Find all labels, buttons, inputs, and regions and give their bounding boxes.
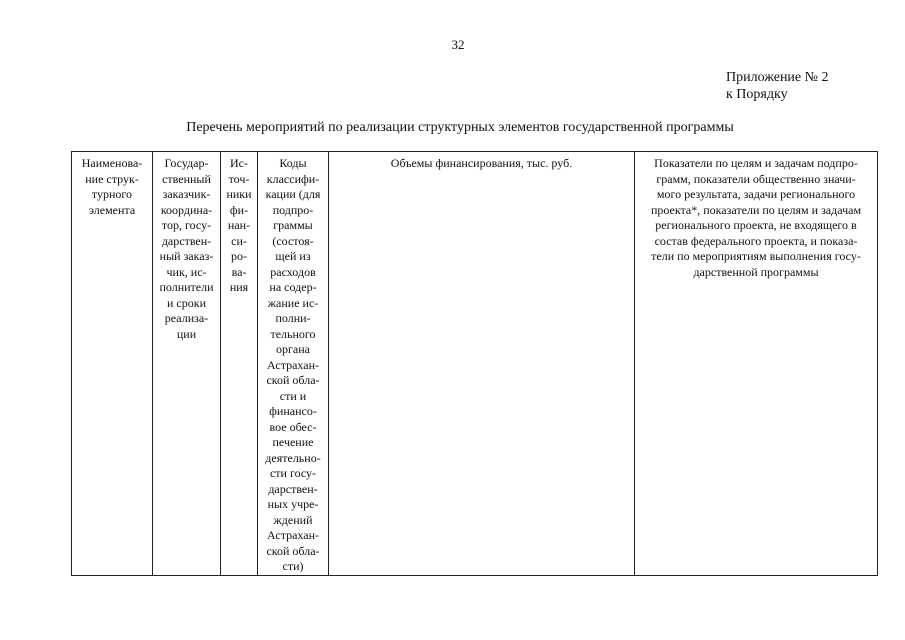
header-text-line: (состоя- bbox=[272, 233, 314, 248]
column-header-classification-codes bbox=[258, 152, 329, 576]
header-text-line: ние струк- bbox=[85, 171, 139, 186]
header-text-line: сти и bbox=[279, 388, 307, 403]
header-text-line: тельного bbox=[270, 326, 316, 341]
table-header-row bbox=[72, 152, 878, 576]
document-title: Перечень мероприятий по реализации структурных элементов государственной программы bbox=[186, 120, 734, 135]
header-text-line: тор, госу- bbox=[161, 218, 212, 232]
header-text-line: чик, ис- bbox=[166, 264, 207, 279]
header-text-line: вое обес- bbox=[269, 419, 317, 434]
header-text-line: заказчик- bbox=[162, 187, 211, 201]
appendix-line-2: к Порядку bbox=[726, 87, 788, 102]
header-text-line: полни- bbox=[275, 311, 311, 325]
header-text-line: на содер- bbox=[269, 280, 317, 294]
header-text-line: сти госу- bbox=[269, 466, 317, 480]
header-text-line: точ- bbox=[228, 171, 250, 186]
column-header-indicators bbox=[635, 152, 878, 576]
header-text-line: ния bbox=[229, 280, 249, 294]
header-text-line: дарственной программы bbox=[693, 264, 819, 279]
header-text-line: Астрахан- bbox=[267, 528, 319, 542]
measures-table bbox=[71, 151, 878, 576]
header-text-line: Ис- bbox=[230, 156, 248, 170]
header-text-line: дарствен- bbox=[161, 233, 212, 248]
column-header-element-name bbox=[72, 152, 153, 576]
header-text-line: регионального проекта, не входящего в bbox=[655, 218, 857, 232]
page-number: 32 bbox=[451, 37, 465, 52]
header-text-line: состав федерального проекта, и показа- bbox=[654, 233, 858, 248]
header-text-line: фи- bbox=[229, 202, 249, 217]
header-text-line: ных учре- bbox=[267, 497, 319, 511]
appendix-heading bbox=[726, 69, 829, 103]
header-text-line: турного bbox=[91, 187, 133, 201]
column-header-funding-sources bbox=[221, 152, 258, 576]
header-text-line: ции bbox=[176, 326, 197, 341]
header-text-line: нан- bbox=[227, 218, 251, 232]
header-text-line: подпро- bbox=[272, 202, 314, 217]
header-text-line: печение bbox=[272, 435, 314, 449]
header-text-line: Коды bbox=[279, 156, 307, 170]
header-text-line: деятельно- bbox=[265, 450, 321, 465]
header-text-line: ва- bbox=[231, 264, 247, 279]
header-text-line: ской обла- bbox=[266, 543, 320, 558]
header-text-line: ро- bbox=[231, 249, 247, 263]
header-text-line: финансо- bbox=[269, 404, 317, 418]
header-text-line: органа bbox=[276, 342, 310, 356]
header-text-line: полнители bbox=[159, 280, 214, 294]
header-text-line: грамм, показатели общественно значи- bbox=[656, 171, 856, 186]
header-text-line: мого результата, задачи регионального bbox=[656, 187, 856, 201]
appendix-line-1: Приложение № 2 bbox=[726, 70, 829, 85]
header-text-line: си- bbox=[231, 233, 247, 248]
header-text-line: ники bbox=[226, 187, 252, 201]
header-text-line: ской обла- bbox=[266, 373, 320, 387]
column-header-customer bbox=[153, 152, 221, 576]
header-text-line: ный заказ- bbox=[159, 249, 214, 263]
header-text-line: Астрахан- bbox=[267, 357, 319, 372]
header-text-line: проекта*, показатели по целям и задачам bbox=[650, 202, 862, 217]
header-text-line: Объемы финансирования, тыс. руб. bbox=[390, 156, 573, 170]
header-text-line: ственный bbox=[162, 171, 211, 186]
header-text-line: кации (для bbox=[265, 187, 321, 201]
header-text-line: расходов bbox=[270, 264, 316, 279]
header-text-line: и сроки bbox=[167, 295, 206, 310]
header-text-line: граммы bbox=[273, 218, 313, 232]
header-text-line: сти) bbox=[282, 559, 304, 573]
header-text-line: Государ- bbox=[164, 156, 209, 170]
header-text-line: Показатели по целям и задачам подпро- bbox=[654, 156, 858, 170]
header-text-line: дарствен- bbox=[268, 481, 318, 496]
header-text-line: жание ис- bbox=[267, 295, 319, 310]
header-text-line: Наименова- bbox=[81, 156, 143, 170]
header-text-line: реализа- bbox=[164, 311, 209, 325]
header-text-line: тели по мероприятиям выполнения госу- bbox=[651, 249, 861, 263]
header-text-line: классифи- bbox=[266, 171, 320, 186]
header-text-line: ждений bbox=[273, 512, 313, 527]
header-text-line: элемента bbox=[88, 202, 136, 217]
header-text-line: щей из bbox=[275, 249, 311, 263]
column-header-financing-volumes bbox=[329, 152, 635, 576]
header-text-line: координа- bbox=[160, 202, 213, 217]
